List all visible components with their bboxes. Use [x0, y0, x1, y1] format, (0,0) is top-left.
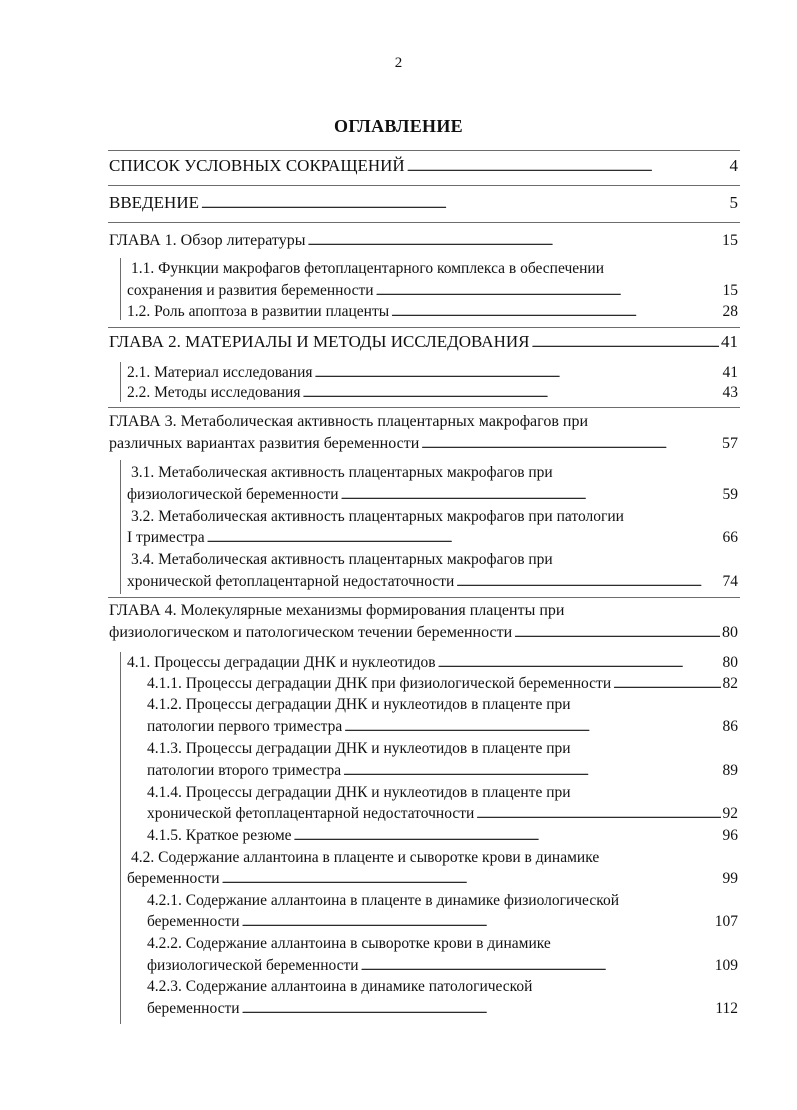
toc-entry-page: 92 — [722, 805, 738, 822]
toc-entry[interactable] — [127, 280, 738, 302]
toc-entry[interactable] — [147, 716, 738, 738]
toc-entry-label: хронической фетоплацентарной недостаточности — [147, 805, 475, 822]
toc-entry-line: 4.2. Содержание аллантоина в плаценте и сыворотке крови в динамике — [131, 849, 600, 866]
toc-entry-page: 5 — [729, 193, 738, 212]
toc-entry-page: 41 — [722, 364, 738, 381]
toc-entry-label: физиологической беременности — [127, 486, 339, 503]
toc-entry-line: 3.2. Метаболическая активность плацентарных макрофагов при патологии — [131, 508, 624, 525]
leader-dots — [376, 280, 721, 302]
divider-line — [120, 460, 121, 594]
toc-entry-page: 107 — [714, 913, 738, 930]
toc-entry-page: 66 — [722, 529, 738, 546]
leader-dots — [421, 433, 720, 455]
toc-entry-label: СПИСОК УСЛОВНЫХ СОКРАЩЕНИЙ — [109, 156, 405, 175]
toc-entry[interactable] — [127, 301, 738, 323]
toc-entry-label: различных вариантах развития беременности — [109, 435, 420, 452]
leader-dots — [242, 911, 713, 933]
toc-entry-page: 82 — [722, 675, 738, 692]
toc-entry[interactable] — [109, 155, 738, 178]
toc-entry-page: 80 — [722, 624, 738, 641]
divider-line — [120, 258, 121, 320]
toc-entry-label: беременности — [147, 913, 240, 930]
toc-entry-label: 2.2. Методы исследования — [127, 384, 301, 401]
toc-entry[interactable] — [127, 571, 738, 593]
toc-entry[interactable] — [147, 825, 738, 847]
leader-dots — [407, 155, 728, 178]
toc-entry-label: I триместра — [127, 529, 205, 546]
toc-entry-page: 86 — [722, 718, 738, 735]
toc-entry-line: 4.1.2. Процессы деградации ДНК и нуклеотидов в плаценте при — [147, 696, 571, 713]
toc-entry[interactable] — [147, 760, 738, 782]
toc-entry[interactable] — [147, 803, 738, 825]
toc-entry-label: физиологическом и патологическом течении беременности — [109, 624, 513, 641]
leader-dots — [207, 527, 721, 549]
toc-entry-line: 4.2.1. Содержание аллантоина в плаценте в динамике физиологической — [147, 892, 619, 909]
toc-entry[interactable] — [109, 192, 738, 215]
toc-entry[interactable] — [127, 484, 738, 506]
toc-entry-line: 4.2.2. Содержание аллантоина в сыворотке крови в динамике — [147, 935, 551, 952]
toc-entry-label: ГЛАВА 2. МАТЕРИАЛЫ И МЕТОДЫ ИССЛЕДОВАНИЯ — [109, 332, 530, 351]
leader-dots — [514, 622, 720, 644]
divider-line — [108, 185, 740, 186]
leader-dots — [531, 331, 719, 354]
toc-entry-page: 28 — [722, 303, 738, 320]
toc-entry-page: 74 — [722, 573, 738, 590]
toc-entry-line: 1.1. Функции макрофагов фетоплацентарного комплекса в обеспечении — [131, 260, 605, 277]
page-number: 2 — [394, 55, 403, 71]
toc-entry-page: 4 — [729, 156, 738, 175]
leader-dots — [222, 868, 721, 890]
toc-entry-label: ВВЕДЕНИЕ — [109, 193, 199, 212]
leader-dots — [294, 825, 721, 847]
toc-entry[interactable] — [147, 911, 738, 933]
toc-entry-page: 43 — [722, 384, 738, 401]
leader-dots — [302, 382, 720, 404]
leader-dots — [344, 716, 720, 738]
toc-entry-line: 3.4. Метаболическая активность плацентарных макрофагов при — [131, 551, 553, 568]
leader-dots — [613, 673, 720, 695]
toc-entry-page: 89 — [722, 762, 738, 779]
toc-entry[interactable] — [147, 955, 738, 977]
toc-entry-line: 3.1. Метаболическая активность плацентарных макрофагов при — [131, 464, 553, 481]
leader-dots — [315, 362, 721, 384]
toc-entry-label: сохранения и развития беременности — [127, 282, 374, 299]
toc-entry-page: 15 — [722, 282, 738, 299]
toc-entry-page: 99 — [722, 870, 738, 887]
divider-line — [108, 222, 740, 223]
leader-dots — [201, 192, 728, 215]
toc-entry[interactable] — [109, 331, 738, 354]
toc-entry[interactable] — [109, 230, 738, 252]
toc-entry[interactable] — [147, 998, 738, 1020]
toc-entry-label: патологии первого триместра — [147, 718, 343, 735]
toc-entry-label: хронической фетоплацентарной недостаточности — [127, 573, 455, 590]
leader-dots — [343, 760, 720, 782]
toc-entry-label: ГЛАВА 1. Обзор литературы — [109, 232, 306, 249]
toc-entry[interactable] — [127, 527, 738, 549]
toc-entry-line: ГЛАВА 4. Молекулярные механизмы формирования плаценты при — [109, 602, 565, 619]
leader-dots — [361, 955, 713, 977]
toc-entry-label: беременности — [147, 1000, 240, 1017]
toc-entry-line: 4.1.3. Процессы деградации ДНК и нуклеотидов в плаценте при — [147, 740, 571, 757]
leader-dots — [242, 998, 714, 1020]
divider-line — [120, 362, 121, 402]
toc-entry-line: 4.1.4. Процессы деградации ДНК и нуклеотидов в плаценте при — [147, 784, 571, 801]
toc-entry-page: 96 — [722, 827, 738, 844]
leader-dots — [476, 803, 720, 825]
toc-entry-page: 80 — [722, 654, 738, 671]
divider-line — [108, 327, 740, 328]
toc-entry[interactable] — [147, 673, 738, 695]
divider-line — [108, 597, 740, 598]
toc-entry-label: 2.1. Материал исследования — [127, 364, 313, 381]
toc-entry-page: 109 — [714, 957, 738, 974]
toc-entry-label: патологии второго триместра — [147, 762, 342, 779]
toc-entry-page: 15 — [722, 232, 738, 249]
toc-entry-label: физиологической беременности — [147, 957, 359, 974]
toc-entry-page: 112 — [715, 1000, 738, 1017]
leader-dots — [307, 230, 720, 252]
leader-dots — [341, 484, 721, 506]
toc-entry[interactable] — [127, 868, 738, 890]
toc-entry-page: 41 — [721, 332, 738, 351]
toc-entry-label: 4.1. Процессы деградации ДНК и нуклеотидов — [127, 654, 436, 671]
toc-entry-page: 59 — [722, 486, 738, 503]
toc-entry-label: 4.1.1. Процессы деградации ДНК при физиологической беременности — [147, 675, 612, 692]
toc-entry[interactable] — [109, 433, 738, 455]
leader-dots — [438, 652, 721, 674]
toc-entry-label: беременности — [127, 870, 220, 887]
toc-entry-page: 57 — [722, 435, 738, 452]
divider-line — [108, 150, 740, 151]
toc-entry[interactable] — [127, 382, 738, 404]
leader-dots — [456, 571, 720, 593]
toc-entry[interactable] — [127, 362, 738, 384]
toc-entry-label: 4.1.5. Краткое резюме — [147, 827, 292, 844]
toc-entry-line: 4.2.3. Содержание аллантоина в динамике патологической — [147, 978, 533, 995]
toc-entry[interactable] — [109, 622, 738, 644]
divider-line — [120, 652, 121, 1024]
divider-line — [108, 407, 740, 408]
toc-entry-line: ГЛАВА 3. Метаболическая активность плацентарных макрофагов при — [109, 413, 588, 430]
toc-entry[interactable] — [127, 652, 738, 674]
toc-title: ОГЛАВЛЕНИЕ — [334, 116, 463, 136]
toc-entry-label: 1.2. Роль апоптоза в развитии плаценты — [127, 303, 390, 320]
leader-dots — [391, 301, 720, 323]
